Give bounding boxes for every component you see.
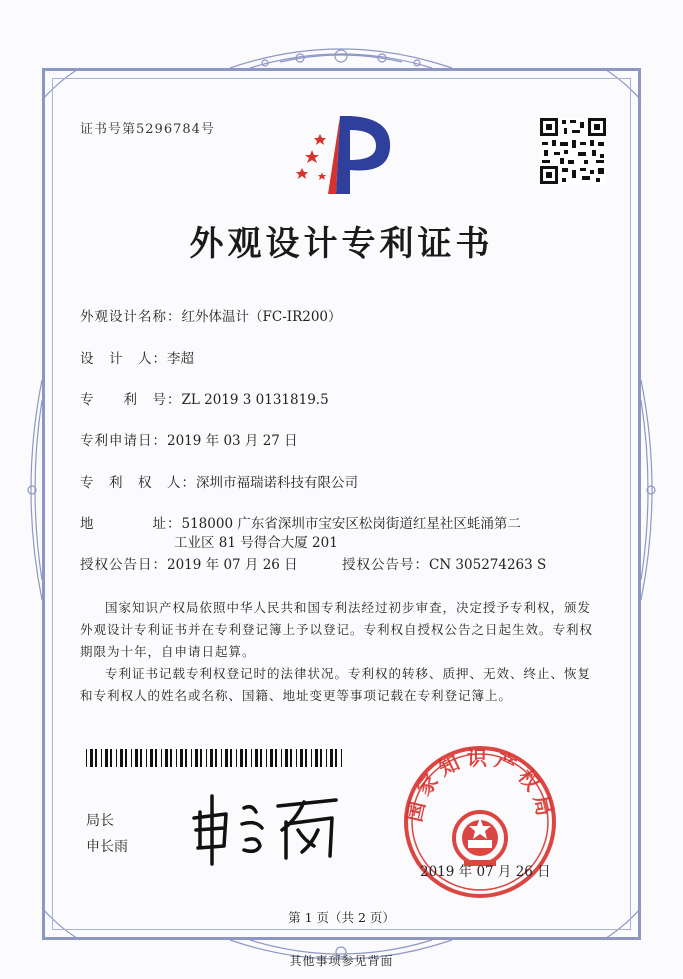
design-name-value: 红外体温计（FC-IR200） <box>181 309 342 325</box>
national-emblem-icon <box>454 812 506 866</box>
address-line2: 工业区 81 号得合大厦 201 <box>174 535 338 551</box>
director-title: 局长 <box>86 813 114 829</box>
qr-code <box>540 118 606 184</box>
patent-number-row <box>80 388 329 408</box>
notice-paragraph-2: 专利证书记载专利权登记时的法律状况。专利权的转移、质押、无效、终止、恢复和专利权人的姓名或名称、国籍、地址变更等事项记载在专利登记簿上。 <box>80 666 592 703</box>
grant-date-value: 2019 年 07 月 26 日 <box>167 557 298 573</box>
address-row-2 <box>174 531 338 551</box>
seal-text: 国家知识产权局 <box>402 745 558 824</box>
patent-number-value: ZL 2019 3 0131819.5 <box>181 392 329 408</box>
director-signature <box>186 790 342 866</box>
page-indicator: 第 1 页（共 2 页） <box>288 910 395 925</box>
designer-label: 设 计 人： <box>80 351 167 367</box>
grant-date-label: 授权公告日： <box>80 557 167 573</box>
address-label: 地 址： <box>80 516 182 532</box>
patentee-label: 专 利 权 人： <box>80 475 196 491</box>
grant-date-row <box>80 553 298 573</box>
designer-value: 李超 <box>167 351 194 367</box>
notice-block <box>80 597 600 707</box>
patent-number-label: 专 利 号： <box>80 392 182 408</box>
design-name-row <box>80 305 342 325</box>
footer-note: 其他事项参见背面 <box>289 954 394 968</box>
address-line1: 518000 广东省深圳市宝安区松岗街道红星社区蚝涌第二 <box>181 516 521 532</box>
barcode <box>86 749 344 767</box>
certificate-number: 证书号第5296784号 <box>80 122 215 137</box>
patentee-value: 深圳市福瑞诺科技有限公司 <box>196 475 358 491</box>
patent-office-logo <box>292 108 402 200</box>
grant-number-label: 授权公告号： <box>342 557 429 573</box>
application-date-value: 2019 年 03 月 27 日 <box>167 433 298 449</box>
patentee-row <box>80 471 358 491</box>
grant-number-value: CN 305274263 S <box>429 557 547 573</box>
designer-row <box>80 347 194 367</box>
application-date-row <box>80 429 298 449</box>
certificate-title: 外观设计专利证书 <box>189 224 494 264</box>
application-date-label: 专利申请日： <box>80 433 167 449</box>
address-row <box>80 512 521 532</box>
director-name: 申长雨 <box>86 839 128 855</box>
seal-date: 2019 年 07 月 26 日 <box>420 864 551 880</box>
design-name-label: 外观设计名称： <box>80 309 182 325</box>
grant-number-row <box>342 553 546 573</box>
notice-paragraph-1: 国家知识产权局依照中华人民共和国专利法经过初步审查，决定授予专利权，颁发外观设计专利证书并在专利登记簿上予以登记。专利权自授权公告之日起生效。专利权期限为十年，自申请日起算。 <box>80 600 594 659</box>
